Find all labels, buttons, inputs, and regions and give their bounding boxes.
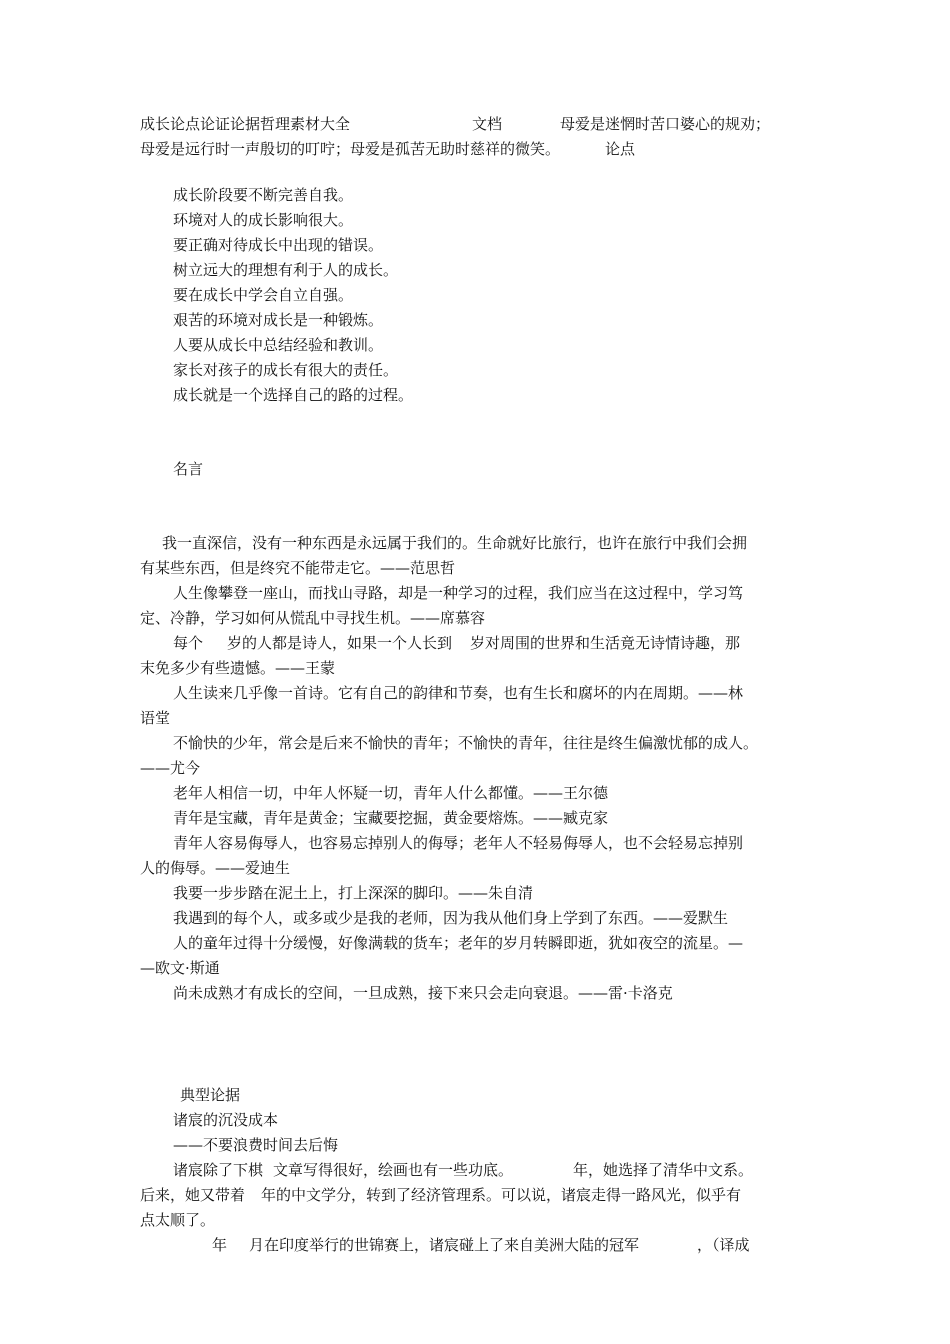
quote-fragment: 岁对周围的世界和生活竟无诗情诗趣，那 (470, 634, 741, 652)
argument-item: 艰苦的环境对成长是一种锻炼。 (173, 311, 384, 329)
argument-item: 人要从成长中总结经验和教训。 (173, 336, 384, 354)
argument-list (140, 183, 816, 408)
argument-item: 要正确对待成长中出现的错误。 (173, 236, 384, 254)
argument-item: 树立远大的理想有利于人的成长。 (173, 261, 399, 279)
story-fragment: 年的中文学分，转到了经济管理系。可以说，诸宸走得一路风光，似乎有 (261, 1186, 742, 1204)
story-paragraph-line (140, 1158, 816, 1183)
story-paragraph-line (140, 1183, 816, 1208)
story-fragment: ，（译成 (697, 1236, 750, 1254)
intro-text-part1: 母爱是迷惘时苦口婆心的规劝； (560, 115, 771, 133)
quote-line: —欧文·斯通 (140, 959, 220, 977)
quote-fragment: 每个 (173, 634, 204, 652)
intro-text-part2: 母爱是远行时一声殷切的叮咛；母爱是孤苦无助时慈祥的微笑。 (140, 140, 561, 158)
story-title: 诸宸的沉没成本 (173, 1111, 279, 1129)
quote-line: ——尤今 (140, 759, 201, 777)
quote-line: 人的侮辱。——爱迪生 (140, 859, 291, 877)
quote-line: 我一直深信，没有一种东西是永远属于我们的。生命就好比旅行，也许在旅行中我们会拥 (162, 534, 748, 552)
quote-line: 老年人相信一切，中年人怀疑一切，青年人什么都懂。——王尔德 (173, 784, 609, 802)
story-fragment: 月在印度举行的世锦赛上，诸宸碰上了来自美洲大陆的冠军 (249, 1236, 640, 1254)
quote-line (140, 631, 816, 656)
quote-line: 不愉快的少年，常会是后来不愉快的青年；不愉快的青年，往往是终生偏激忧郁的成人。 (173, 734, 759, 752)
quote-fragment: 岁的人都是诗人，如果一个人长到 (227, 634, 453, 652)
quote-line: 我要一步步踏在泥土上，打上深深的脚印。——朱自清 (173, 884, 534, 902)
intro-line-2 (140, 137, 816, 162)
quote-line: 末免多少有些遗憾。——王蒙 (140, 659, 336, 677)
quote-line: 有某些东西，但是终究不能带走它。——范思哲 (140, 559, 456, 577)
story-paragraph-line: 点太顺了。 (140, 1211, 216, 1229)
evidence-heading: 典型论据 (180, 1086, 241, 1104)
argument-item: 环境对人的成长影响很大。 (173, 211, 354, 229)
story-paragraph-line (140, 1233, 816, 1258)
story-fragment: 后来，她又带着 (140, 1186, 246, 1204)
quote-line: 语堂 (140, 709, 171, 727)
quote-line: 青年人容易侮辱人，也容易忘掉别人的侮辱；老年人不轻易侮辱人，也不会轻易忘掉别 (173, 834, 744, 852)
document-title: 成长论点论证论据哲理素材大全 (140, 115, 351, 133)
story-fragment: 文章写得很好，绘画也有一些功底。 (273, 1161, 514, 1179)
story-fragment: 年，她选择了清华中文系。 (573, 1161, 754, 1179)
quote-line: 人生读来几乎像一首诗。它有自己的韵律和节奏，也有生长和腐坏的内在周期。——林 (173, 684, 744, 702)
section-heading-lundian: 论点 (605, 140, 636, 158)
quote-line: 人生像攀登一座山，而找山寻路，却是一种学习的过程，我们应当在这过程中，学习笃 (173, 584, 744, 602)
argument-item: 家长对孩子的成长有很大的责任。 (173, 361, 399, 379)
quote-line: 我遇到的每个人，或多或少是我的老师，因为我从他们身上学到了东西。——爱默生 (173, 909, 729, 927)
quote-line: 尚未成熟才有成长的空间，一旦成熟，接下来只会走向衰退。——雷·卡洛克 (173, 984, 673, 1002)
story-fragment: 诸宸除了下棋 (173, 1161, 264, 1179)
story-subtitle: ——不要浪费时间去后悔 (173, 1136, 339, 1154)
quote-line: 青年是宝藏，青年是黄金；宝藏要挖掘，黄金要熔炼。——臧克家 (173, 809, 609, 827)
quote-line: 人的童年过得十分缓慢，好像满载的货车；老年的岁月转瞬即逝，犹如夜空的流星。— (173, 934, 744, 952)
quotes-list (140, 531, 816, 1006)
document-page (140, 112, 816, 1258)
argument-item: 成长阶段要不断完善自我。 (173, 186, 354, 204)
quote-line: 定、冷静，学习如何从慌乱中寻找生机。——席慕容 (140, 609, 486, 627)
quotes-heading: 名言 (173, 460, 204, 478)
argument-item: 成长就是一个选择自己的路的过程。 (173, 386, 414, 404)
intro-line-1 (140, 112, 816, 137)
story-fragment: 年 (212, 1236, 228, 1254)
argument-item: 要在成长中学会自立自强。 (173, 286, 354, 304)
doc-label: 文档 (472, 115, 503, 133)
